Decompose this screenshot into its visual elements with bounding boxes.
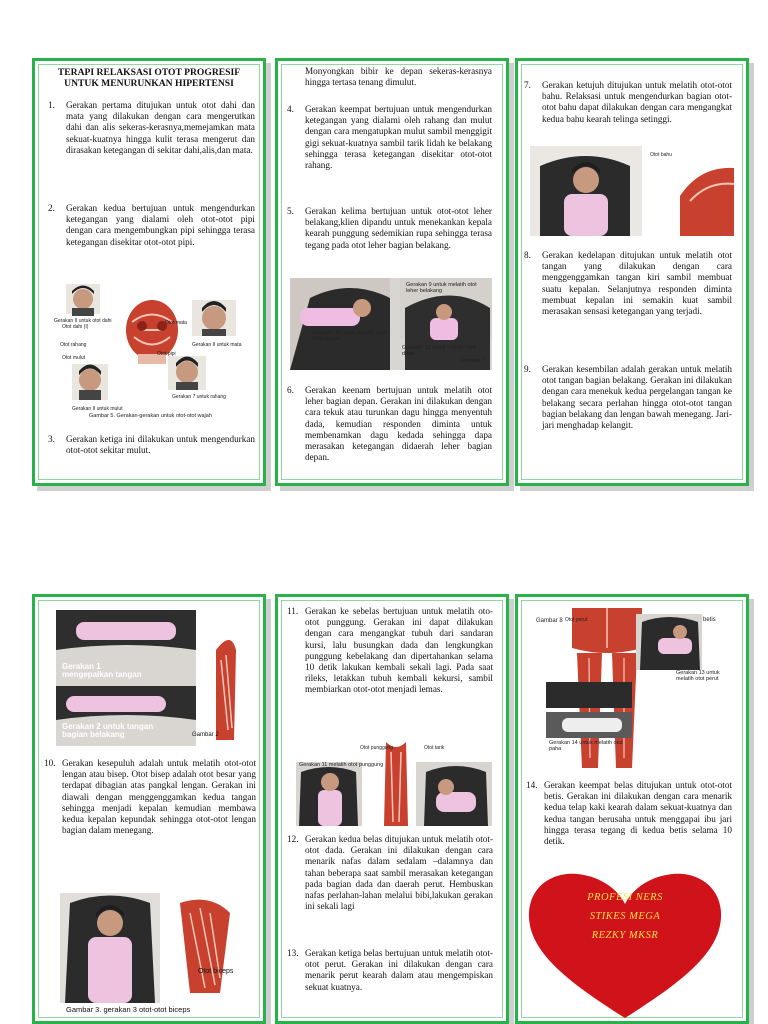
intro-text: Monyongkan bibir ke depan sekeras-kerasnya hingga tertasa tenang dimulut. [305,66,492,88]
fig-label: Gerakan 9 untuk melatih otot leher belakang [406,282,477,294]
item-text: Gerakan kedelapan ditujukan untuk melatih otot tangan yang dilakukan dengan cara menggenggamkan tangan kiri sambil membuat suatu kepalan. Selanjutnya responden diminta membuat kepalan ini semakin kuat sambil merasakan sensasi ketegangan yang terjadi. [542,250,732,317]
item-number: 2. [48,203,55,213]
fig-label: Otot tarik [424,745,445,751]
shoulder-exercise-photo [530,146,734,236]
item-number: 14. [526,780,538,790]
item-text: Gerakan ketujuh ditujukan untuk melatih otot-otot bahu. Relaksasi untuk mengendurkan bagian otot-otot bahu dapat dilakukan dengan cara mengangkat kedua bahu kearah telinga setinggi. [542,80,732,124]
fig-label: Otot pipi [157,351,176,357]
title-line-1: TERAPI RELAKSASI OTOT PROGRESIF [57,67,241,78]
fig-label: Otot bahu [650,152,672,158]
heart-line-1: PROFESI NERS [587,892,663,903]
item-number: 10. [44,758,56,768]
item-number: 9. [524,364,531,374]
fig-label: Otot punggung [360,745,394,751]
face-muscles-figure [52,282,252,422]
fig-label: Otot perut [565,617,588,623]
fig-label: Gerakan II untuk mata [192,342,242,348]
list-item-9 [524,364,732,431]
item-number: 3. [48,434,55,444]
fig-caption: Gambar 7 [460,358,485,364]
fig-label: Gerakan 12 untuk melatih otot dada [402,345,476,357]
item-number: 6. [287,385,294,395]
fig-caption: Gambar 8 [536,618,563,624]
list-item-8 [524,250,732,317]
heart-text [560,888,690,945]
item-text: Gerakan pertama ditujukan untuk otot dahi dan mata yang dilakukan dengan cara mengerutkan dahi dan alis sekeras-kerasnya,memejamkan mata sekuat-kuatnya hingga kulit terasa mengerut dan dirasakan ketegangan di sekitar dahi,alis,dan mata. [66,100,255,155]
item-text: Gerakan kedua belas ditujukan untuk melatih otot-otot dada. Gerakan ini dilakukan dengan cara menarik nafas dalam sedalam –dalamnya dan tahan beberapa saat sambil merasakan ketegangan pada bagian dada dan daerah perut. Hembuskan nafas perlahan-lahan melalui bibi,lakukan gerakan ini sekali lagi [305,834,493,912]
fig-label: Gerakan 2 untuk tangan [62,722,154,731]
fig-label: Gerakan II untuk otot dahi [54,318,112,324]
leaflet-title [40,67,258,89]
item-number: 7. [524,80,531,90]
fig-label: Gerakan 7 untuk rahang [172,394,226,400]
item-number: 4. [287,104,294,114]
item-number: 13. [287,948,299,958]
fig-label: Gerakan 11 melatih otot punggung [299,762,384,768]
list-item-10 [44,758,256,836]
fig-caption: Gambar 5. Gerakan-gerakan untuk otot-otot wajah [89,413,212,419]
item-text: Gerakan keenam bertujuan untuk melatih otot leher bagian depan. Gerakan ini dilakukan dengan cara tekuk atau turunkan dagu hingga menyentuh dada, kemudian responden diminta untuk membenamkan dagu kedada sehingga dapa merasakan ketegangan didaerah leher bagian depan. [305,385,492,463]
heart-line-2: STIKES MEGA [589,911,661,922]
fig-label: betis [703,617,716,623]
back-exercise-photo [296,742,492,826]
list-item-2 [48,203,255,248]
list-item-14 [526,780,732,847]
list-item-6 [287,385,492,463]
fig-label: Gerakan II untuk mulut [72,406,123,412]
item-number: 12. [287,834,299,844]
fig-label: bagian belakang [62,730,125,739]
item-number: 11. [287,606,299,616]
list-item-12 [287,834,493,912]
fig-label: Otot biceps [198,968,234,975]
item-text: Gerakan keempat bertujuan untuk mengendurkan ketegangan yang dialami oleh rahang dan mulut dengan cara mengatupkan mulut sambil menggigit gigi sekuat-kuatnya sambil tarik lidah ke belakang sehingga terasa ketegangan disekitar otot-otot rahang. [305,104,492,171]
fig-caption: Gambar 3. gerakan 3 otot-otot biceps [66,1005,191,1014]
fig-label: Otot rahang [60,342,87,348]
biceps-exercise-photo [60,893,246,1003]
item-text: Gerakan kelima bertujuan untuk otot-otot leher belakang,klien dipandu untuk menekankan kepala kearah punggung sedemikian rupa sehingga terasa tegang pada otot leher bagian belakang. [305,206,492,250]
fig-label: Gerakan 14 untuk melatih otot paha [549,740,623,752]
heart-line-3: REZKY MKSR [591,930,659,941]
item-number: 8. [524,250,531,260]
item-number: 1. [48,100,55,110]
item-text: Gerakan kesepuluh adalah untuk melatih otot-otot lengan atau bisep. Otot bisep adalah otot besar yang terdapat dibagian atas pangkal lengan. Gerakan ini diawali dengan menggenggamkan kedua tangan sehingga menjadi kepalan kemudian membawa kedua kepalan kepundak sehingga otot-otot lengan bagian dalam menegang. [62,758,256,836]
list-item-11 [287,606,493,696]
fig-label: Gerakan 10 untuk melatih otot leher depan [312,330,386,342]
item-text: Gerakan kesembilan adalah gerakan untuk melatih otot tangan bagian belakang. Gerakan ini dilakukan dengan cara menekuk kedua pergelangan tangan ke belakang secara perlahan hingga otot-otot tangan bagian belakang dan lengan bawah menegang. Jari-jari menghadap kelangit. [542,364,732,431]
item-text: Gerakan ketiga ini dilakukan untuk mengendurkan otot-otot sekitar mulut. [66,434,255,456]
item-text: Gerakan kedua bertujuan untuk mengendurkan ketegangan yang dialami oleh otot-otot pipi dengan cara mengembungkan pipi sehingga terasa ketegangan disekitar otot-otot pipi. [66,203,255,247]
fig-label: Otot dahi (I) [62,324,89,330]
fig-label: Otot mata [165,320,187,326]
list-item-3 [48,434,255,456]
list-item-4 [287,104,492,171]
list-item-5 [287,206,492,251]
fig-label: Otot mulut [62,355,86,361]
item-text: Gerakan ke sebelas bertujuan untuk melatih oto-otot punggung. Gerakan ini dapat dilakukan dengan cara mengangkat tubuh dari sandaran kursi, lalu busungkan dada dan lengkungkan punggung kebelakang dan dipertahankan selama 10 detik lakukan kembali sekali lagi. Pada saat rileks, letakkan tubuh kembali kekursi, sambil membiarkan otot-otot menjadi lemas. [305,606,493,695]
item-text: Gerakan ketiga belas bertujuan untuk melatih otot-otot perut. Gerakan ini dilakukan dengan cara menarik perut kearah dalam atau mengempiskan sekuat kuatnya. [305,948,493,992]
fig-label: mengepalkan tangan [62,670,142,679]
list-item-13 [287,948,493,993]
fig-label: Gerakan 1 [62,662,101,671]
list-item-7 [524,80,732,125]
item-text: Gerakan keempat belas ditujukan untuk otot-otot betis. Gerakan ini dilakukan dengan cara menarik kedua telap kaki kearah dalam sekuat-kuatnya dan kedua tangan berusaha untuk menggapai ibu jari hingga terasa tegang di kedua betis selama 10 detik. [544,780,732,847]
item-number: 5. [287,206,294,216]
title-line-2: UNTUK MENURUNKAN HIPERTENSI [64,78,234,89]
list-item-1 [48,100,255,156]
fig-caption: Gambar 2 [192,732,219,738]
fig-label: Gerakan 13 untuk melatih otot perut [676,670,720,682]
